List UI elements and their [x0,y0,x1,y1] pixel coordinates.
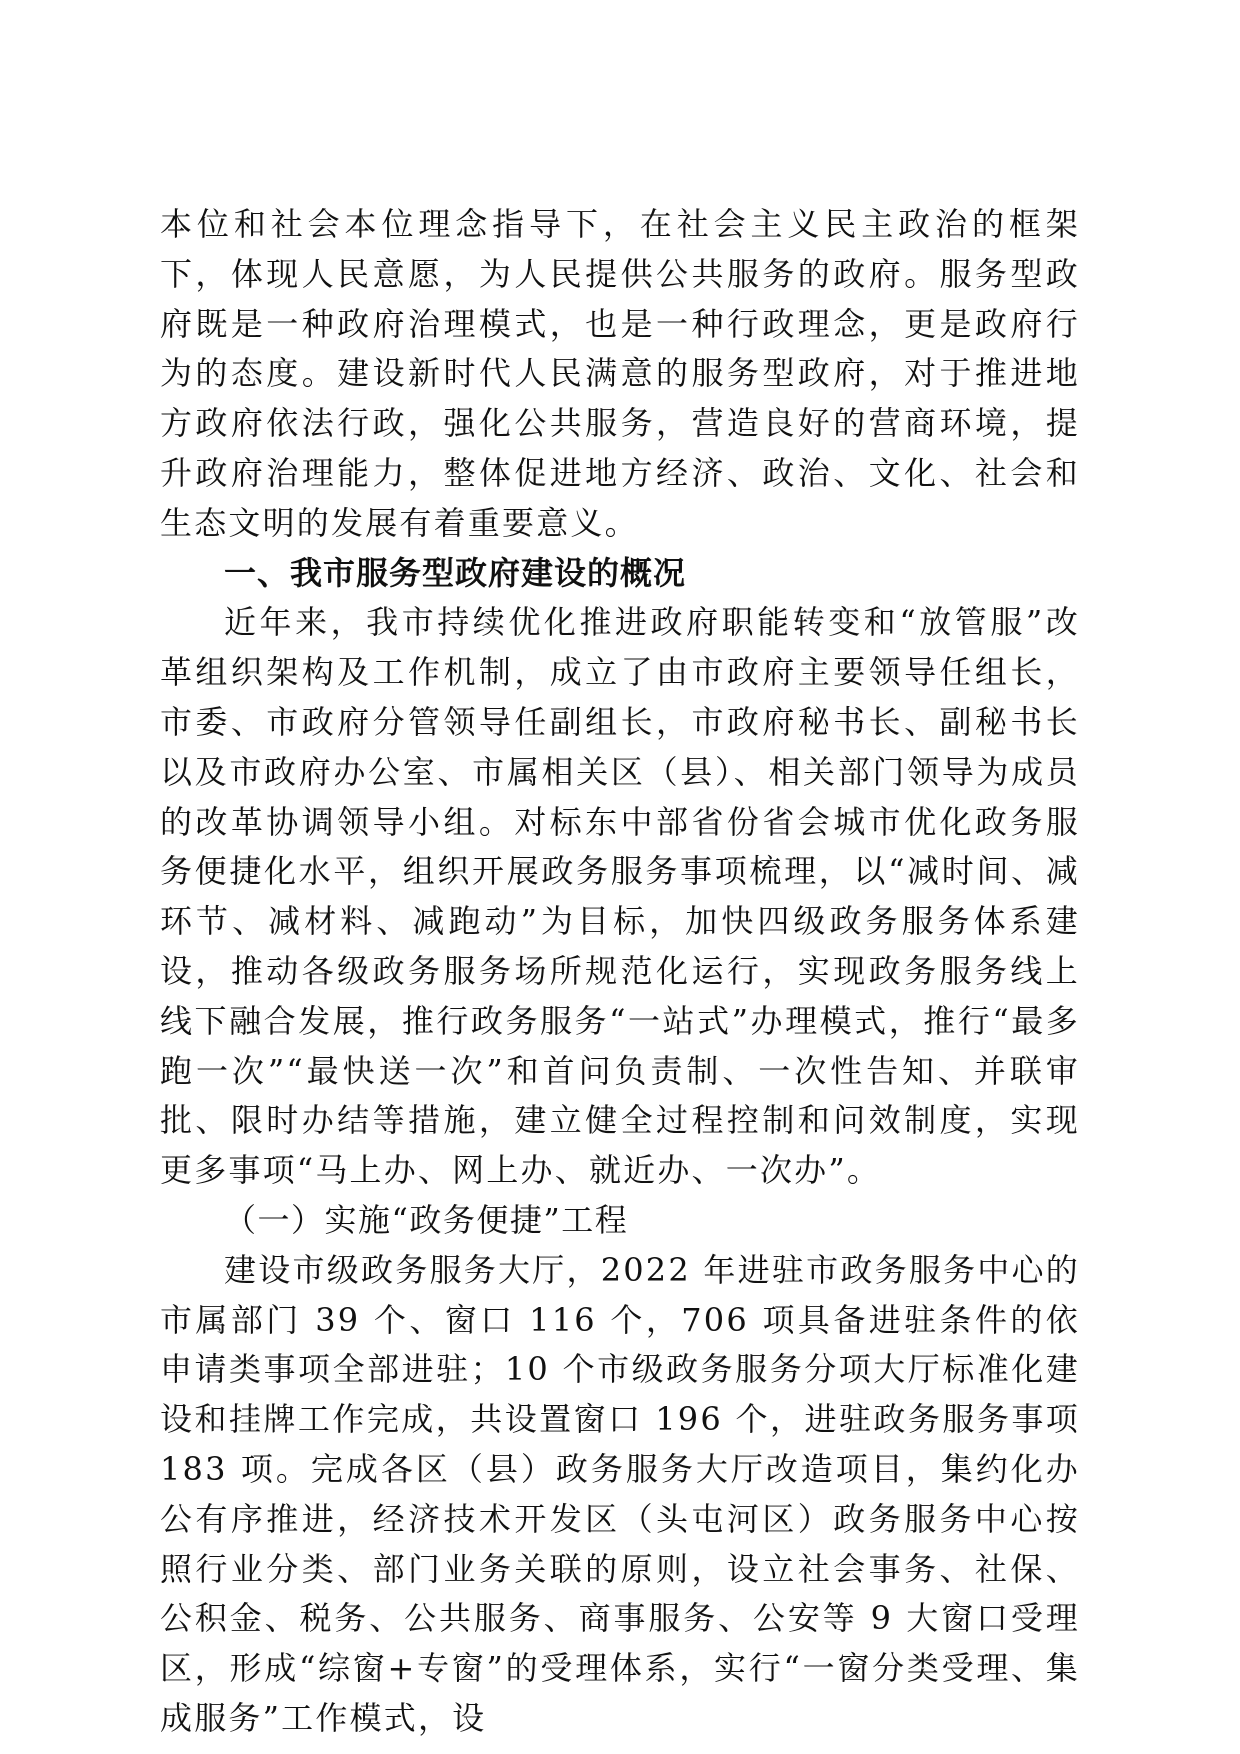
subsection-heading: （一）实施“政务便捷”工程 [224,1200,629,1239]
body-paragraph-continued: 本位和社会本位理念指导下，在社会主义民主政治的框架下，体现人民意愿，为人民提供公共服务的政府。服务型政府既是一种政府治理模式，也是一种行政理念，更是政府行为的态度。建设新时代人民满意的服务型政府，对于推进地方政府依法行政，强化公共服务，营造良好的营商环境，提升政府治理能力，整体促进地方经济、政治、文化、社会和生态文明的发展有着重要意义。 [160,205,1080,542]
body-paragraph: 建设市级政务服务大厅，2022 年进驻市政务服务中心的市属部门 39 个、窗口 116 个，706 项具备进驻条件的依申请类事项全部进驻；10 个市级政务服务分项大厅标准化建设和挂牌工作完成，共设置窗口 196 个，进驻政务服务事项 183 项。完成各区（县）政务服务大厅改造项目，集约化办公有序推进，经济技术开发区（头屯河区）政务服务中心按照行业分类、部门业务关联的原则，设立社会事务、社保、公积金、税务、公共服务、商事服务、公安等 9 大窗口受理区，形成“综窗+专窗”的受理体系，实行“一窗分类受理、集成服务”工作模式，设 [160,1250,1080,1737]
document-page [160,200,1080,1744]
body-paragraph: 近年来，我市持续优化推进政府职能转变和“放管服”改革组织架构及工作机制，成立了由市政府主要领导任组长，市委、市政府分管领导任副组长，市政府秘书长、副秘书长以及市政府办公室、市属相关区（县）、相关部门领导为成员的改革协调领导小组。对标东中部省份省会城市优化政务服务便捷化水平，组织开展政务服务事项梳理，以“减时间、减环节、减材料、减跑动”为目标，加快四级政务服务体系建设，推动各级政务服务场所规范化运行，实现政务服务线上线下融合发展，推行政务服务“一站式”办理模式，推行“最多跑一次”“最快送一次”和首问负责制、一次性告知、并联审批、限时办结等措施，建立健全过程控制和问效制度，实现更多事项“马上办、网上办、就近办、一次办”。 [160,603,1080,1190]
section-heading: 一、我市服务型政府建设的概况 [224,553,687,592]
